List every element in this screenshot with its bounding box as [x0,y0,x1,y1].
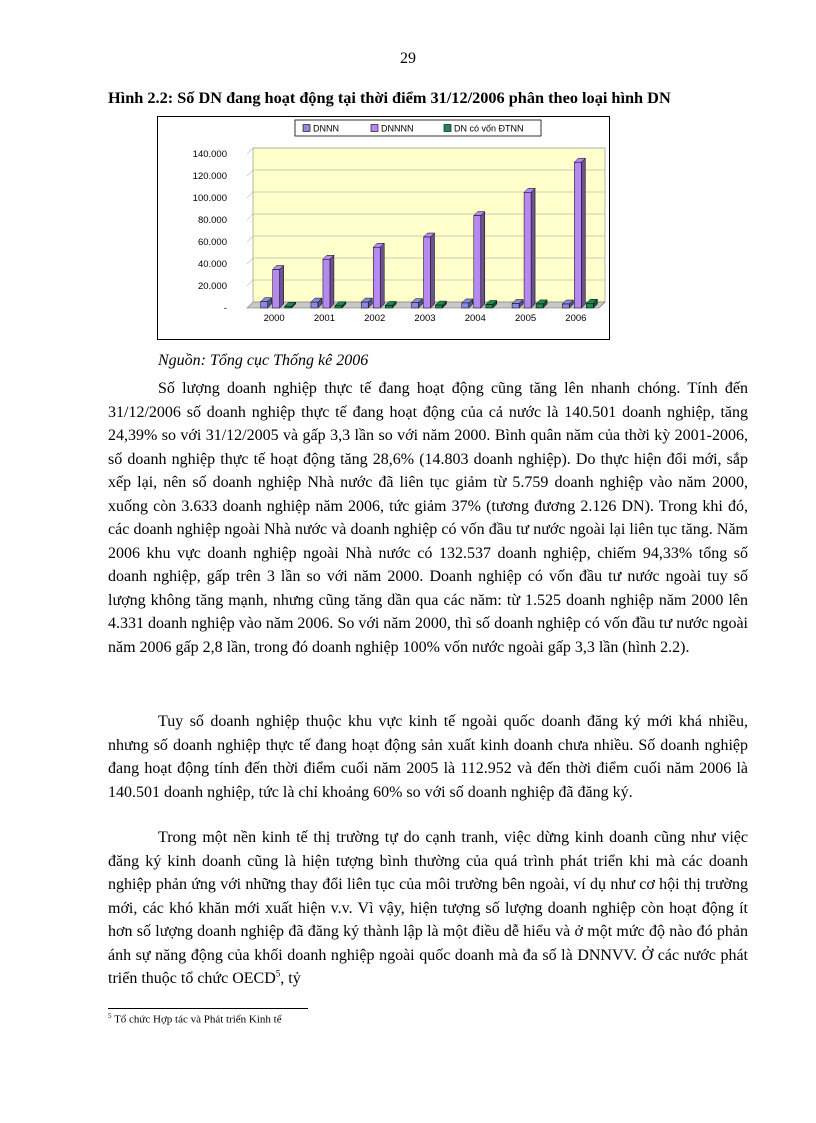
chart [157,116,610,340]
x-tick-label: 2002 [364,313,386,324]
paragraph-1: Số lượng doanh nghiệp thực tế đang hoạt động cũng tăng lên nhanh chóng. Tính đến 31/12/2006 số doanh nghiệp thực tế đang hoạt động của cả nước là 140.501 doanh nghiệp, tăng 24,39% so với 31/12/2005 và gấp 3,3 lần so với năm 2000. Bình quân năm của thời kỳ 2001-2006, số doanh nghiệp thực tế hoạt động tăng 28,6% (14.803 doanh nghiệp). Do thực hiện đổi mới, sắp xếp lại, nên số doanh nghiệp Nhà nước đã liên tục giảm từ 5.759 doanh nghiệp vào năm 2000, xuống còn 3.633 doanh nghiệp năm 2006, tức giảm 37% (tương đương 2.126 DN). Trong khi đó, các doanh nghiệp ngoài Nhà nước và doanh nghiệp có vốn đầu tư nước ngoài lại liên tục tăng. Năm 2006 khu vực doanh nghiệp ngoài Nhà nước có 132.537 doanh nghiệp, chiếm 94,33% tổng số doanh nghiệp, gấp trên 3 lần so với năm 2000. Doanh nghiệp có vốn đầu tư nước ngoài tuy số lượng không tăng mạnh, nhưng cũng tăng dần qua các năm: từ 1.525 doanh nghiệp năm 2000 lên 4.331 doanh nghiệp vào năm 2006. So với năm 2000, thì số doanh nghiệp có vốn đầu tư nước ngoài năm 2006 gấp 2,8 lần, trong đó doanh nghiệp 100% vốn nước ngoài gấp 3,3 lần (hình 2.2). [108,380,748,656]
bar-DNNNN-2003 [424,233,435,308]
bar-DNNNN-2002 [373,243,384,308]
bar-front [574,162,581,308]
page-number: 29 [400,50,416,67]
footnote-divider [108,1008,308,1009]
bar-front [323,259,330,308]
paragraph-2: Tuy số doanh nghiệp thuộc khu vực kinh tế ngoài quốc doanh đăng ký mới khá nhiều, nhưng số doanh nghiệp thực tế đang hoạt động sản xuất kinh doanh chưa nhiều. Số doanh nghiệp đang hoạt động tính đến thời điểm cuối năm 2005 là 112.952 và đến thời điểm cuối năm 2006 là 140.501 doanh nghiệp, tức là chỉ khoảng 60% so với số doanh nghiệp đã đăng ký. [108,713,748,801]
bar-front [373,247,380,308]
source-note: Nguồn: Tổng cục Thống kê 2006 [158,352,369,369]
x-tick-label: 2005 [515,313,537,324]
paragraph-3-tail: , tỷ [280,970,301,987]
bar-front [424,237,431,308]
legend-swatch-1 [371,125,378,132]
bar-side [380,243,384,308]
y-tick-label: 120.000 [192,171,227,182]
legend-swatch-0 [303,125,310,132]
bar-front [361,302,368,308]
y-tick-label: 60.000 [197,237,227,248]
x-tick-label: 2000 [263,313,285,324]
chart-legend [295,120,541,136]
y-tick-label: 20.000 [197,281,227,292]
bar-DNNNN-2006 [574,158,585,308]
bar-front [524,192,531,308]
bar-front [273,269,280,308]
legend-swatch-2 [444,125,451,132]
bar-front [512,304,519,308]
legend-label-2: DN có vốn ĐTNN [454,123,524,134]
bar-front [436,305,443,308]
bar-front [412,303,419,308]
bar-side [581,158,585,308]
bar-front [285,306,292,308]
x-tick-label: 2001 [313,313,335,324]
y-tick-label: - [223,303,227,314]
footnote [108,1012,282,1026]
bar-front [474,216,481,308]
footnote-reference[interactable]: 5 [275,968,281,979]
bar-DNNNN-2000 [273,265,284,308]
bar-front [486,305,493,308]
legend-label-0: DNNN [313,123,339,134]
bar-front [385,305,392,308]
bar-side [280,265,284,308]
bar-DNNNN-2005 [524,188,535,308]
bar-front [586,303,593,308]
bar-side [531,188,535,308]
bar-front [335,306,342,308]
footnote-text: Tổ chức Hợp tác và Phát triển Kinh tế [114,1013,282,1026]
bar-side [330,255,334,308]
y-tick-label: 80.000 [197,215,227,226]
y-tick-label: 140.000 [192,149,227,160]
bar-front [562,304,569,308]
legend-label-1: DNNNN [381,123,414,134]
figure-caption: Hình 2.2: Số DN đang hoạt động tại thời điểm 31/12/2006 phân theo loại hình DN [108,88,671,107]
y-tick-label: 40.000 [197,259,227,270]
bar-front [311,302,318,308]
bar-front [536,304,543,308]
bar-DNNNN-2004 [474,212,485,308]
bar-side [431,233,435,308]
chart-svg [157,116,610,340]
bar-DNNNN-2001 [323,255,334,308]
bar-front [462,303,469,308]
x-tick-label: 2003 [414,313,436,324]
y-tick-label: 100.000 [192,193,227,204]
bar-front [261,302,268,308]
bar-side [481,212,485,308]
footnote-number: 5 [108,1012,112,1020]
x-tick-label: 2004 [464,313,486,324]
paragraph-3 [108,826,748,991]
x-tick-label: 2006 [565,313,587,324]
paragraph-3-text: Trong một nền kinh tế thị trường tự do cạnh tranh, việc dừng kinh doanh cũng như việc đăng ký kinh doanh cũng là hiện tượng bình thường của quá trình phát triển khi mà các doanh nghiệp phản ứng với những thay đổi liên tục của môi trường bên ngoài, ví dụ như cơ hội thị trường mới, các khó khăn mới xuất hiện v.v. Vì vậy, hiện tượng số lượng doanh nghiệp còn hoạt động ít hơn số lượng doanh nghiệp đã đăng ký thành lập là một điều dễ hiểu và ở một mức độ nào đó phản ánh sự năng động của khối doanh nghiệp ngoài quốc doanh mà đa số là DNNVV. Ở các nước phát triển thuộc tổ chức OECD [108,829,748,987]
